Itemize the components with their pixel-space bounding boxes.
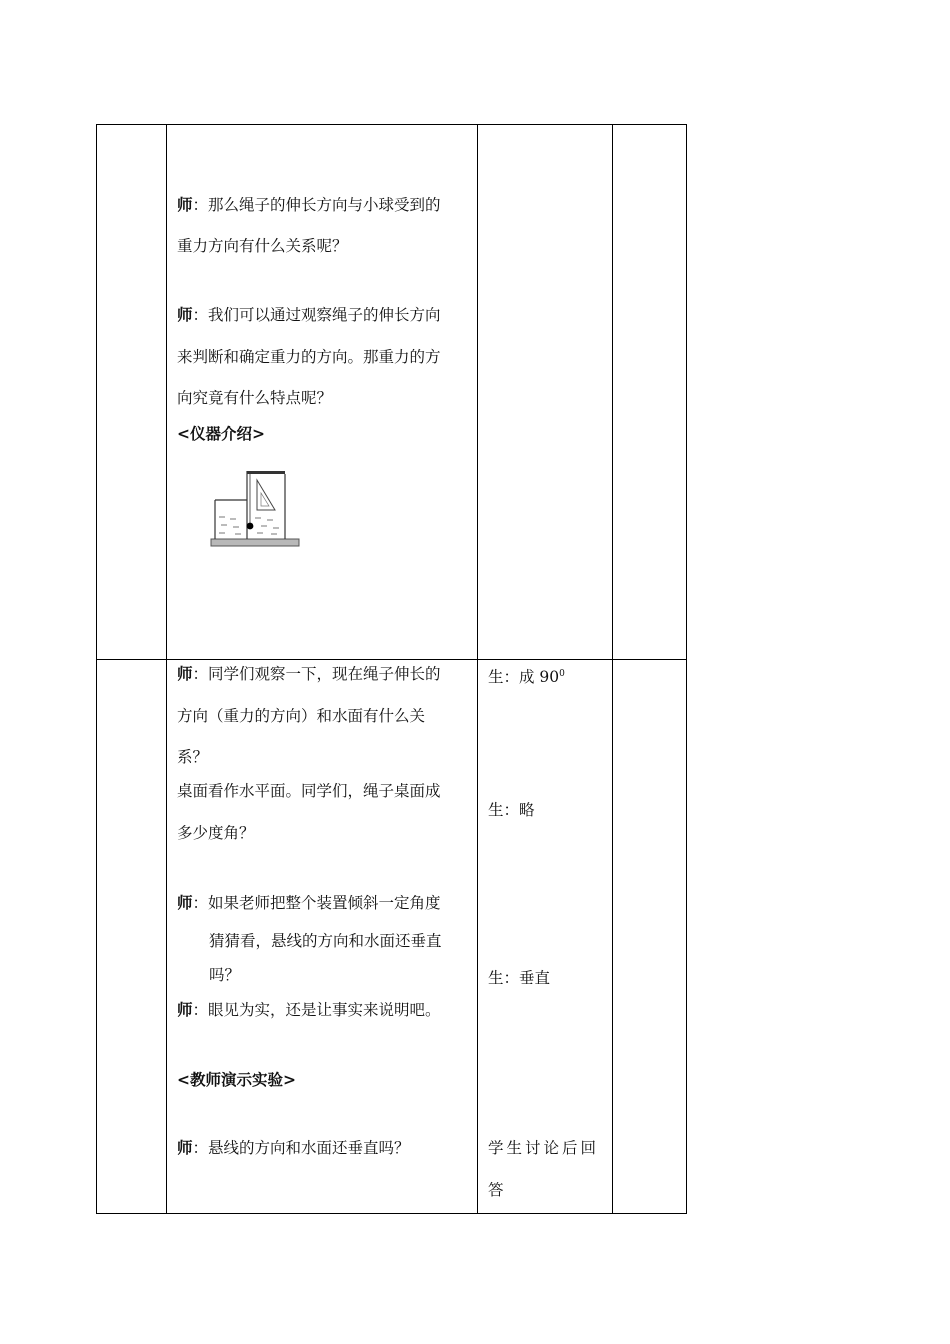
- table-col-line-1: [96, 124, 97, 1214]
- teacher-line: 猜猜看，悬线的方向和水面还垂直: [209, 932, 442, 950]
- speaker-label: 师: [177, 893, 193, 912]
- speaker-label: 师: [177, 195, 193, 214]
- student-answer: 生：垂直: [488, 969, 551, 987]
- teacher-line: 系？: [177, 748, 209, 766]
- speaker-label: 师: [177, 1000, 193, 1019]
- student-answer: 答: [488, 1181, 504, 1199]
- speaker-label: 师: [177, 1138, 193, 1157]
- section-heading: <仪器介绍>: [177, 424, 265, 443]
- teacher-line: 师：同学们观察一下，现在绳子伸长的: [177, 664, 441, 683]
- teacher-line: 师：我们可以通过观察绳子的伸长方向: [177, 305, 441, 324]
- teacher-line: 师：那么绳子的伸长方向与小球受到的: [177, 195, 441, 214]
- teacher-line: 师：眼见为实，还是让事实来说明吧。: [177, 1000, 441, 1019]
- teacher-line: 来判断和确定重力的方向。那重力的方: [177, 348, 441, 366]
- teacher-line: 师：如果老师把整个装置倾斜一定角度: [177, 893, 441, 912]
- teacher-line: 师：悬线的方向和水面还垂直吗？: [177, 1138, 410, 1157]
- student-answer: 生：成 $90^0$: [488, 668, 565, 687]
- table-row-divider: [96, 659, 687, 660]
- apparatus-illustration: [205, 466, 305, 552]
- student-answer: 学生讨论后回: [488, 1139, 600, 1157]
- speaker-label: 师: [177, 664, 193, 683]
- teacher-line: 重力方向有什么关系呢？: [177, 237, 348, 255]
- teacher-line: 桌面看作水平面。同学们，绳子桌面成: [177, 782, 441, 800]
- table-bottom-border: [96, 1213, 687, 1214]
- table-col-line-5: [686, 124, 687, 1214]
- teacher-line: 向究竟有什么特点呢？: [177, 389, 333, 407]
- table-col-line-3: [477, 124, 478, 1214]
- section-heading: <教师演示实验>: [177, 1070, 296, 1089]
- speaker-label: 师: [177, 305, 193, 324]
- table-top-border: [96, 124, 687, 125]
- teacher-line: 方向（重力的方向）和水面有什么关: [177, 707, 426, 725]
- table-col-line-2: [166, 124, 167, 1214]
- teacher-line: 多少度角？: [177, 824, 255, 842]
- student-answer: 生：略: [488, 801, 535, 819]
- teacher-line: 吗？: [209, 966, 241, 984]
- table-col-line-4: [612, 124, 613, 1214]
